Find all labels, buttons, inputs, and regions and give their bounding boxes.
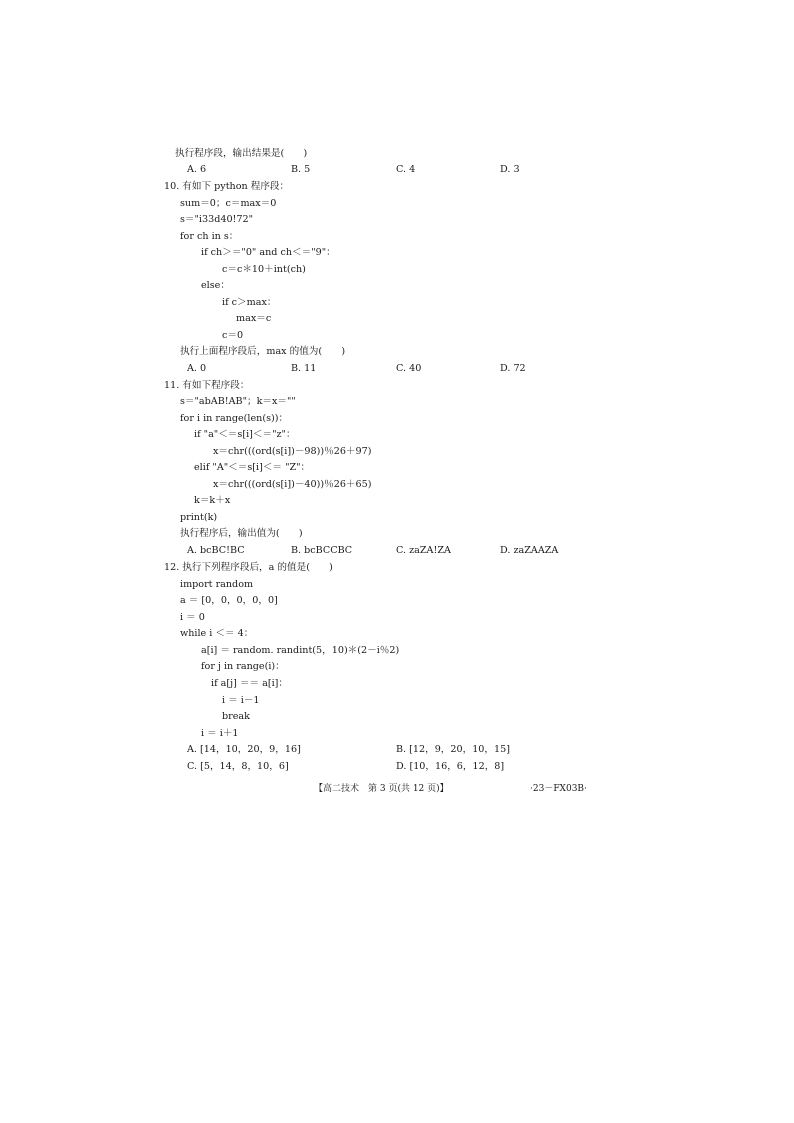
q12-option-a: A. [14，10，20，9，16]	[187, 744, 301, 755]
q10-code-line: sum＝0；c＝max＝0	[180, 198, 277, 209]
q9-prompt: 执行程序段，输出结果是( )	[175, 148, 308, 159]
page-footer-number: 【高二技术 第 3 页(共 12 页)】	[314, 784, 449, 794]
q11-prompt: 执行程序后，输出值为( )	[180, 528, 303, 539]
q10-code-line: max＝c	[236, 313, 272, 324]
q11-code-line: for i in range(len(s))：	[180, 413, 289, 424]
q11-code-line: print(k)	[180, 512, 218, 523]
q12-option-b: B. [12，9，20，10，15]	[396, 744, 510, 755]
q12-option-c: C. [5，14，8，10，6]	[187, 761, 289, 772]
q10-title: 10. 有如下 python 程序段：	[164, 181, 290, 192]
q12-code-line: while i ＜＝ 4：	[180, 628, 254, 639]
q11-code-line: x＝chr(((ord(s[i])－40))％26＋65)	[213, 479, 372, 490]
q11-option-d: D. zaZAAZA	[500, 545, 559, 556]
q10-code-line: c＝0	[222, 330, 244, 341]
q11-option-c: C. zaZA!ZA	[396, 545, 451, 556]
q12-code-line: break	[222, 711, 250, 722]
q9-option-b: B. 5	[291, 164, 311, 175]
q10-code-line: for ch in s：	[180, 231, 239, 242]
q11-title: 11. 有如下程序段：	[164, 380, 250, 391]
q11-code-line: if "a"＜＝s[i]＜＝"z"：	[194, 429, 296, 440]
q11-code-line: k＝k＋x	[194, 495, 231, 506]
q12-code-line: a ＝ [0，0，0，0，0]	[180, 595, 278, 606]
q11-option-a: A. bcBC!BC	[187, 545, 245, 556]
q10-code-line: if ch＞＝"0" and ch＜＝"9"：	[201, 247, 336, 258]
q9-option-d: D. 3	[500, 164, 520, 175]
q11-option-b: B. bcBCCBC	[291, 545, 353, 556]
q10-code-line: s＝"i33d40!72"	[180, 214, 254, 225]
q12-code-line: i ＝ i－1	[222, 695, 260, 706]
q10-code-line: if c＞max：	[222, 297, 277, 308]
q12-option-d: D. [10，16，6，12，8]	[396, 761, 505, 772]
q9-option-c: C. 4	[396, 164, 416, 175]
q12-code-line: a[i] ＝ random. randint(5，10)＊(2－i％2)	[201, 645, 400, 656]
q10-prompt: 执行上面程序段后，max 的值为( )	[180, 346, 346, 357]
q12-code-line: if a[j] ＝＝ a[i]：	[211, 678, 289, 689]
q10-option-b: B. 11	[291, 363, 317, 374]
q12-code-line: import random	[180, 579, 254, 590]
q11-code-line: x＝chr(((ord(s[i])－98))％26＋97)	[213, 446, 372, 457]
page-footer-code: ·23－FX03B·	[530, 784, 587, 794]
q10-code-line: c＝c＊10＋int(ch)	[222, 264, 306, 275]
q12-title: 12. 执行下列程序段后，a 的值是( )	[164, 562, 333, 573]
q12-code-line: i ＝ 0	[180, 612, 205, 623]
q12-code-line: for j in range(i)：	[201, 661, 285, 672]
q10-option-d: D. 72	[500, 363, 526, 374]
q11-code-line: s＝"abAB!AB"；k＝x＝""	[180, 396, 296, 407]
q12-code-line: i ＝ i＋1	[201, 728, 239, 739]
q10-option-c: C. 40	[396, 363, 422, 374]
q9-option-a: A. 6	[187, 164, 207, 175]
q10-option-a: A. 0	[187, 363, 207, 374]
q10-code-line: else：	[201, 280, 230, 291]
q11-code-line: elif "A"＜＝s[i]＜＝ "Z"：	[194, 462, 311, 473]
